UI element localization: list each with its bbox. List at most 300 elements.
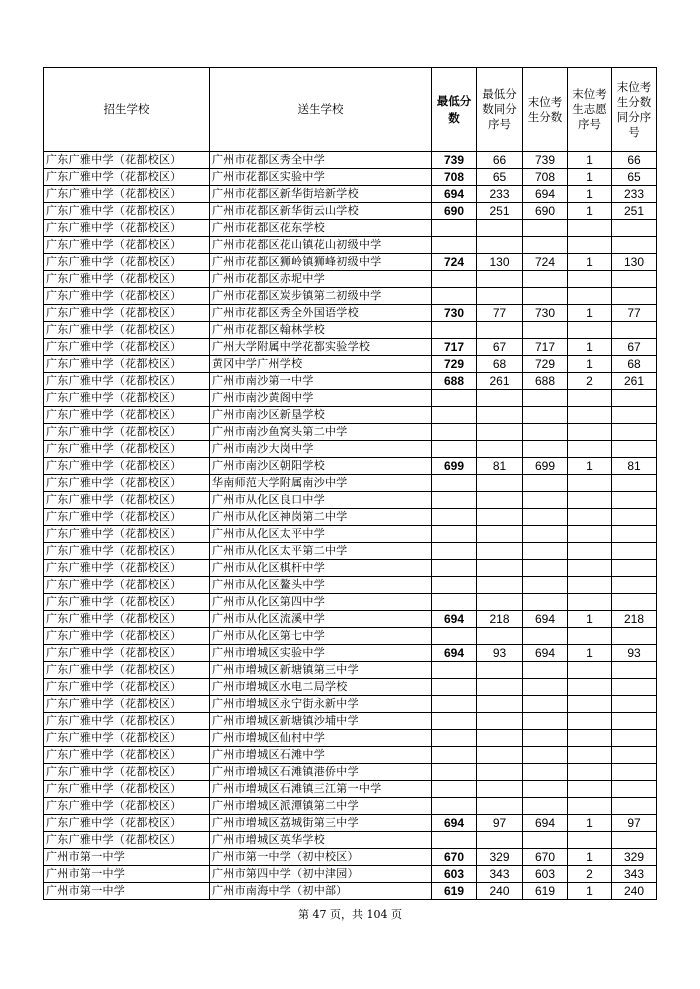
cell-min-score — [432, 560, 477, 577]
cell-last-score-rank: 93 — [612, 645, 657, 662]
cell-min-score: 730 — [432, 305, 477, 322]
cell-last-preference — [568, 730, 612, 747]
cell-min-score-rank: 329 — [477, 849, 523, 866]
header-last-score-rank: 末位考生分数同分序号 — [612, 68, 657, 152]
table-row — [44, 373, 657, 390]
table-row — [44, 764, 657, 781]
cell-recruit-school: 广东广雅中学（花都校区） — [44, 628, 210, 645]
header-min-score: 最低分数 — [432, 68, 477, 152]
table-row — [44, 288, 657, 305]
cell-recruit-school: 广东广雅中学（花都校区） — [44, 509, 210, 526]
cell-last-preference — [568, 696, 612, 713]
table-row — [44, 815, 657, 832]
cell-sending-school: 广州市花都区赤坭中学 — [210, 271, 432, 288]
cell-recruit-school: 广东广雅中学（花都校区） — [44, 560, 210, 577]
cell-sending-school: 广州市增城区石滩镇三江第一中学 — [210, 781, 432, 798]
table-row — [44, 730, 657, 747]
cell-min-score — [432, 798, 477, 815]
cell-sending-school: 广州市花都区翰林学校 — [210, 322, 432, 339]
cell-recruit-school: 广东广雅中学（花都校区） — [44, 186, 210, 203]
cell-min-score — [432, 424, 477, 441]
table-row — [44, 441, 657, 458]
table-row — [44, 475, 657, 492]
cell-last-score — [523, 747, 568, 764]
cell-min-score-rank — [477, 696, 523, 713]
cell-last-score-rank — [612, 594, 657, 611]
cell-last-preference: 1 — [568, 254, 612, 271]
cell-last-score-rank — [612, 798, 657, 815]
cell-last-score — [523, 628, 568, 645]
cell-last-score — [523, 322, 568, 339]
cell-sending-school: 广州市花都区炭步镇第二初级中学 — [210, 288, 432, 305]
cell-last-score-rank — [612, 832, 657, 849]
cell-last-score-rank — [612, 628, 657, 645]
cell-min-score-rank: 233 — [477, 186, 523, 203]
cell-last-score: 724 — [523, 254, 568, 271]
cell-last-score — [523, 424, 568, 441]
cell-recruit-school: 广东广雅中学（花都校区） — [44, 475, 210, 492]
cell-last-score-rank — [612, 662, 657, 679]
cell-min-score: 724 — [432, 254, 477, 271]
cell-last-score: 730 — [523, 305, 568, 322]
cell-sending-school: 广州市花都区秀全外国语学校 — [210, 305, 432, 322]
cell-last-preference — [568, 526, 612, 543]
cell-last-preference: 1 — [568, 815, 612, 832]
cell-recruit-school: 广东广雅中学（花都校区） — [44, 220, 210, 237]
cell-sending-school: 广州市从化区太平第二中学 — [210, 543, 432, 560]
cell-recruit-school: 广东广雅中学（花都校区） — [44, 832, 210, 849]
cell-last-preference — [568, 781, 612, 798]
cell-recruit-school: 广东广雅中学（花都校区） — [44, 458, 210, 475]
cell-min-score-rank — [477, 543, 523, 560]
cell-sending-school: 广州市增城区实验中学 — [210, 645, 432, 662]
cell-min-score — [432, 577, 477, 594]
cell-last-preference — [568, 798, 612, 815]
cell-min-score-rank — [477, 798, 523, 815]
cell-recruit-school: 广东广雅中学（花都校区） — [44, 696, 210, 713]
cell-sending-school: 广州市增城区水电二局学校 — [210, 679, 432, 696]
cell-min-score: 694 — [432, 611, 477, 628]
cell-min-score: 690 — [432, 203, 477, 220]
cell-min-score-rank — [477, 475, 523, 492]
cell-recruit-school: 广东广雅中学（花都校区） — [44, 730, 210, 747]
cell-sending-school: 广州市花都区花山镇花山初级中学 — [210, 237, 432, 254]
table-row — [44, 322, 657, 339]
cell-recruit-school: 广州市第一中学 — [44, 849, 210, 866]
cell-sending-school: 广州市南沙区朝阳学校 — [210, 458, 432, 475]
table-row — [44, 662, 657, 679]
cell-sending-school: 广州市南沙第一中学 — [210, 373, 432, 390]
cell-min-score — [432, 509, 477, 526]
cell-sending-school: 广州市从化区鳌头中学 — [210, 577, 432, 594]
cell-sending-school: 广州市花都区新华街培新学校 — [210, 186, 432, 203]
table-row — [44, 237, 657, 254]
cell-last-score — [523, 798, 568, 815]
cell-last-preference — [568, 220, 612, 237]
cell-min-score-rank — [477, 781, 523, 798]
cell-sending-school: 广州市增城区石滩中学 — [210, 747, 432, 764]
cell-min-score: 729 — [432, 356, 477, 373]
cell-min-score-rank — [477, 220, 523, 237]
cell-recruit-school: 广东广雅中学（花都校区） — [44, 169, 210, 186]
cell-min-score — [432, 662, 477, 679]
cell-recruit-school: 广东广雅中学（花都校区） — [44, 254, 210, 271]
cell-last-score: 694 — [523, 186, 568, 203]
cell-sending-school: 广州市花都区狮岭镇狮峰初级中学 — [210, 254, 432, 271]
cell-recruit-school: 广州市第一中学 — [44, 866, 210, 883]
cell-min-score — [432, 475, 477, 492]
cell-last-score-rank — [612, 713, 657, 730]
header-last-score: 末位考生分数 — [523, 68, 568, 152]
cell-last-score — [523, 662, 568, 679]
cell-min-score-rank — [477, 390, 523, 407]
cell-last-score: 739 — [523, 152, 568, 169]
cell-last-score-rank — [612, 679, 657, 696]
cell-last-score — [523, 526, 568, 543]
cell-sending-school: 广州市从化区第七中学 — [210, 628, 432, 645]
cell-last-score-rank: 97 — [612, 815, 657, 832]
cell-min-score: 739 — [432, 152, 477, 169]
cell-sending-school: 广州市花都区秀全中学 — [210, 152, 432, 169]
cell-min-score — [432, 220, 477, 237]
table-row — [44, 152, 657, 169]
table-row — [44, 747, 657, 764]
cell-recruit-school: 广东广雅中学（花都校区） — [44, 526, 210, 543]
cell-last-score — [523, 832, 568, 849]
header-last-preference: 末位考生志愿序号 — [568, 68, 612, 152]
table-body — [44, 152, 657, 900]
cell-min-score — [432, 390, 477, 407]
cell-recruit-school: 广东广雅中学（花都校区） — [44, 152, 210, 169]
cell-min-score — [432, 322, 477, 339]
cell-last-preference: 1 — [568, 152, 612, 169]
table-row — [44, 271, 657, 288]
cell-last-preference — [568, 271, 612, 288]
header-recruit-school: 招生学校 — [44, 68, 210, 152]
table-row — [44, 611, 657, 628]
table-row — [44, 458, 657, 475]
cell-min-score-rank: 77 — [477, 305, 523, 322]
cell-min-score-rank — [477, 679, 523, 696]
cell-sending-school: 广州市花都区花东学校 — [210, 220, 432, 237]
cell-last-score-rank — [612, 781, 657, 798]
table-row — [44, 492, 657, 509]
cell-min-score-rank — [477, 747, 523, 764]
cell-min-score-rank: 93 — [477, 645, 523, 662]
cell-last-score: 690 — [523, 203, 568, 220]
cell-min-score — [432, 407, 477, 424]
cell-last-score-rank: 81 — [612, 458, 657, 475]
table-row — [44, 186, 657, 203]
cell-min-score: 694 — [432, 186, 477, 203]
cell-last-preference — [568, 322, 612, 339]
cell-min-score-rank: 130 — [477, 254, 523, 271]
cell-last-preference — [568, 441, 612, 458]
cell-sending-school: 广州市增城区仙村中学 — [210, 730, 432, 747]
cell-min-score — [432, 492, 477, 509]
cell-recruit-school: 广东广雅中学（花都校区） — [44, 611, 210, 628]
cell-last-score: 717 — [523, 339, 568, 356]
cell-sending-school: 广州市南海中学（初中部） — [210, 883, 432, 900]
cell-recruit-school: 广东广雅中学（花都校区） — [44, 390, 210, 407]
cell-recruit-school: 广东广雅中学（花都校区） — [44, 373, 210, 390]
table-row — [44, 713, 657, 730]
cell-last-preference — [568, 237, 612, 254]
cell-min-score — [432, 696, 477, 713]
cell-min-score-rank: 240 — [477, 883, 523, 900]
table-row — [44, 628, 657, 645]
cell-sending-school: 广州市增城区派潭镇第二中学 — [210, 798, 432, 815]
cell-last-score: 708 — [523, 169, 568, 186]
cell-last-preference — [568, 288, 612, 305]
cell-last-preference: 1 — [568, 645, 612, 662]
cell-recruit-school: 广东广雅中学（花都校区） — [44, 577, 210, 594]
cell-min-score — [432, 781, 477, 798]
cell-last-score-rank — [612, 407, 657, 424]
cell-sending-school: 广州市从化区棋杆中学 — [210, 560, 432, 577]
cell-last-preference — [568, 475, 612, 492]
table-row — [44, 798, 657, 815]
cell-last-score — [523, 679, 568, 696]
table-row — [44, 203, 657, 220]
cell-last-score-rank — [612, 543, 657, 560]
cell-last-score — [523, 577, 568, 594]
cell-last-score-rank — [612, 764, 657, 781]
cell-sending-school: 广州市第四中学（初中津园） — [210, 866, 432, 883]
cell-recruit-school: 广东广雅中学（花都校区） — [44, 271, 210, 288]
cell-sending-school: 广州市从化区良口中学 — [210, 492, 432, 509]
cell-sending-school: 广州市增城区永宁街永新中学 — [210, 696, 432, 713]
cell-min-score: 694 — [432, 815, 477, 832]
table-header-row — [44, 68, 657, 152]
cell-last-score-rank: 218 — [612, 611, 657, 628]
cell-last-score — [523, 492, 568, 509]
cell-last-score-rank — [612, 509, 657, 526]
cell-last-preference — [568, 424, 612, 441]
cell-min-score — [432, 526, 477, 543]
cell-last-score-rank — [612, 475, 657, 492]
cell-last-score-rank — [612, 747, 657, 764]
cell-min-score-rank: 67 — [477, 339, 523, 356]
cell-last-preference — [568, 577, 612, 594]
cell-recruit-school: 广州市第一中学 — [44, 883, 210, 900]
cell-min-score-rank: 81 — [477, 458, 523, 475]
table-row — [44, 594, 657, 611]
table-row — [44, 679, 657, 696]
cell-last-score-rank — [612, 390, 657, 407]
cell-last-score — [523, 441, 568, 458]
cell-recruit-school: 广东广雅中学（花都校区） — [44, 339, 210, 356]
table-row — [44, 781, 657, 798]
cell-last-preference — [568, 492, 612, 509]
cell-sending-school: 黄冈中学广州学校 — [210, 356, 432, 373]
cell-last-score-rank — [612, 730, 657, 747]
cell-sending-school: 广州市增城区荔城街第三中学 — [210, 815, 432, 832]
cell-recruit-school: 广东广雅中学（花都校区） — [44, 407, 210, 424]
cell-min-score-rank: 68 — [477, 356, 523, 373]
cell-last-score — [523, 390, 568, 407]
cell-last-preference: 1 — [568, 883, 612, 900]
header-min-score-rank: 最低分数同分序号 — [477, 68, 523, 152]
cell-last-preference — [568, 594, 612, 611]
cell-min-score — [432, 730, 477, 747]
cell-recruit-school: 广东广雅中学（花都校区） — [44, 815, 210, 832]
cell-recruit-school: 广东广雅中学（花都校区） — [44, 747, 210, 764]
cell-recruit-school: 广东广雅中学（花都校区） — [44, 322, 210, 339]
cell-sending-school: 广州市第一中学（初中校区） — [210, 849, 432, 866]
cell-last-score-rank: 240 — [612, 883, 657, 900]
cell-last-preference: 1 — [568, 356, 612, 373]
cell-sending-school: 广州市增城区石滩镇港侨中学 — [210, 764, 432, 781]
cell-min-score-rank — [477, 424, 523, 441]
table-row — [44, 832, 657, 849]
cell-recruit-school: 广东广雅中学（花都校区） — [44, 679, 210, 696]
cell-last-score-rank — [612, 322, 657, 339]
cell-sending-school: 广州市南沙鱼窝头第二中学 — [210, 424, 432, 441]
cell-min-score — [432, 594, 477, 611]
cell-last-score — [523, 730, 568, 747]
cell-last-score-rank: 65 — [612, 169, 657, 186]
table-row — [44, 849, 657, 866]
cell-last-score — [523, 713, 568, 730]
cell-sending-school: 广州市南沙区新垦学校 — [210, 407, 432, 424]
cell-min-score-rank — [477, 526, 523, 543]
cell-min-score — [432, 747, 477, 764]
cell-last-score — [523, 237, 568, 254]
cell-recruit-school: 广东广雅中学（花都校区） — [44, 662, 210, 679]
admission-table — [43, 67, 657, 900]
cell-last-score-rank: 233 — [612, 186, 657, 203]
table-row — [44, 543, 657, 560]
cell-recruit-school: 广东广雅中学（花都校区） — [44, 764, 210, 781]
cell-last-preference — [568, 662, 612, 679]
cell-last-preference: 1 — [568, 849, 612, 866]
cell-recruit-school: 广东广雅中学（花都校区） — [44, 645, 210, 662]
cell-last-score-rank: 343 — [612, 866, 657, 883]
cell-min-score-rank — [477, 407, 523, 424]
cell-last-preference — [568, 832, 612, 849]
cell-last-score: 619 — [523, 883, 568, 900]
cell-min-score-rank — [477, 271, 523, 288]
cell-min-score-rank — [477, 509, 523, 526]
cell-sending-school: 广州市从化区第四中学 — [210, 594, 432, 611]
cell-last-score: 694 — [523, 815, 568, 832]
cell-last-score-rank — [612, 526, 657, 543]
cell-min-score: 619 — [432, 883, 477, 900]
cell-recruit-school: 广东广雅中学（花都校区） — [44, 798, 210, 815]
cell-last-preference — [568, 560, 612, 577]
cell-last-score: 688 — [523, 373, 568, 390]
cell-recruit-school: 广东广雅中学（花都校区） — [44, 492, 210, 509]
cell-last-score: 694 — [523, 611, 568, 628]
cell-sending-school: 广州市增城区英华学校 — [210, 832, 432, 849]
table-row — [44, 424, 657, 441]
cell-last-preference: 1 — [568, 186, 612, 203]
cell-min-score-rank — [477, 832, 523, 849]
cell-min-score-rank — [477, 713, 523, 730]
cell-sending-school: 广州市增城区新塘镇第三中学 — [210, 662, 432, 679]
cell-last-score: 699 — [523, 458, 568, 475]
cell-sending-school: 广州市南沙黄阁中学 — [210, 390, 432, 407]
cell-last-score: 670 — [523, 849, 568, 866]
cell-recruit-school: 广东广雅中学（花都校区） — [44, 543, 210, 560]
cell-last-preference: 2 — [568, 866, 612, 883]
table-row — [44, 407, 657, 424]
cell-last-score-rank: 66 — [612, 152, 657, 169]
table-row — [44, 254, 657, 271]
table-row — [44, 577, 657, 594]
cell-recruit-school: 广东广雅中学（花都校区） — [44, 288, 210, 305]
cell-recruit-school: 广东广雅中学（花都校区） — [44, 237, 210, 254]
cell-min-score-rank: 261 — [477, 373, 523, 390]
cell-last-score-rank — [612, 492, 657, 509]
cell-last-score-rank — [612, 424, 657, 441]
cell-last-preference — [568, 628, 612, 645]
cell-last-score — [523, 594, 568, 611]
cell-recruit-school: 广东广雅中学（花都校区） — [44, 594, 210, 611]
cell-last-score-rank — [612, 441, 657, 458]
cell-min-score — [432, 271, 477, 288]
table-row — [44, 220, 657, 237]
table-row — [44, 356, 657, 373]
cell-last-preference: 1 — [568, 611, 612, 628]
table-row — [44, 169, 657, 186]
table-row — [44, 866, 657, 883]
cell-min-score-rank: 251 — [477, 203, 523, 220]
cell-last-score — [523, 509, 568, 526]
cell-min-score: 699 — [432, 458, 477, 475]
cell-sending-school: 广州大学附属中学花都实验学校 — [210, 339, 432, 356]
cell-sending-school: 广州市南沙大岗中学 — [210, 441, 432, 458]
cell-min-score-rank — [477, 441, 523, 458]
cell-min-score — [432, 764, 477, 781]
cell-last-score — [523, 271, 568, 288]
cell-last-score-rank — [612, 577, 657, 594]
cell-last-preference: 2 — [568, 373, 612, 390]
cell-last-score — [523, 543, 568, 560]
cell-sending-school: 广州市从化区流溪中学 — [210, 611, 432, 628]
cell-last-score-rank — [612, 271, 657, 288]
cell-min-score-rank: 66 — [477, 152, 523, 169]
cell-last-preference — [568, 390, 612, 407]
cell-min-score — [432, 441, 477, 458]
cell-last-score — [523, 764, 568, 781]
cell-min-score-rank: 218 — [477, 611, 523, 628]
cell-min-score: 708 — [432, 169, 477, 186]
cell-last-preference — [568, 713, 612, 730]
cell-sending-school: 广州市花都区新华街云山学校 — [210, 203, 432, 220]
cell-last-preference: 1 — [568, 169, 612, 186]
table-row — [44, 645, 657, 662]
page-footer: 第 47 页，共 104 页 — [298, 908, 402, 921]
table-row — [44, 696, 657, 713]
cell-min-score — [432, 679, 477, 696]
cell-sending-school: 华南师范大学附属南沙中学 — [210, 475, 432, 492]
cell-last-preference — [568, 679, 612, 696]
cell-min-score — [432, 713, 477, 730]
cell-min-score — [432, 237, 477, 254]
cell-min-score-rank — [477, 764, 523, 781]
cell-min-score-rank — [477, 560, 523, 577]
cell-last-preference — [568, 543, 612, 560]
cell-min-score: 603 — [432, 866, 477, 883]
cell-last-score-rank: 77 — [612, 305, 657, 322]
cell-last-score-rank — [612, 220, 657, 237]
cell-min-score-rank — [477, 288, 523, 305]
cell-last-preference: 1 — [568, 458, 612, 475]
cell-last-preference: 1 — [568, 339, 612, 356]
cell-last-score — [523, 220, 568, 237]
